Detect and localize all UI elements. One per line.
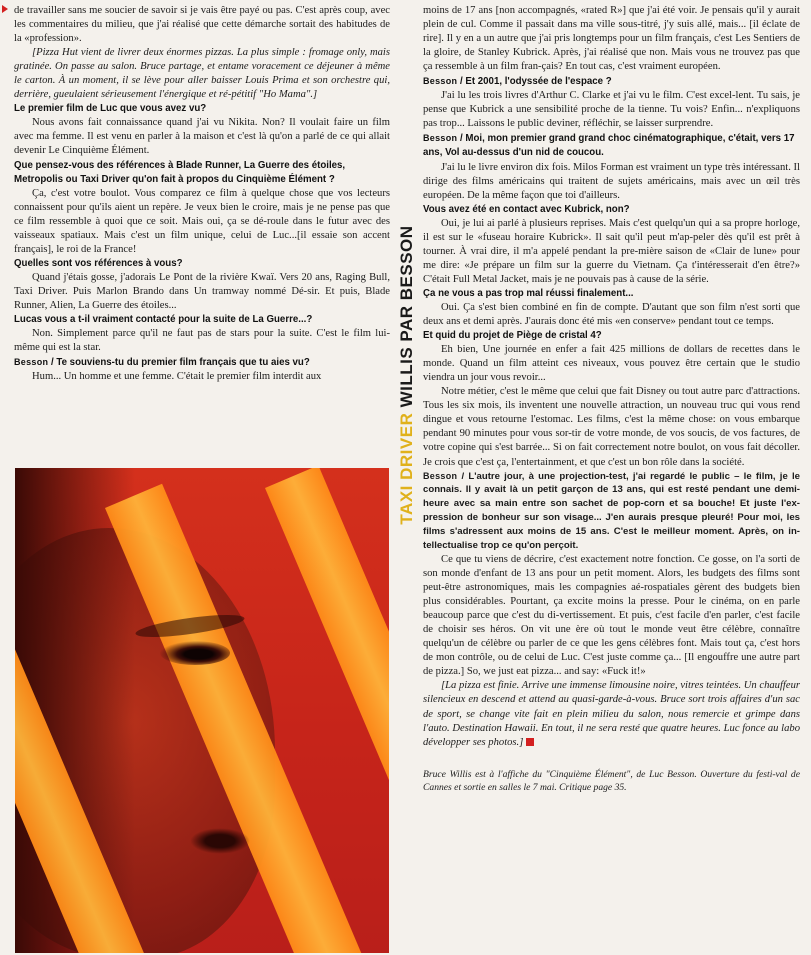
statement-text: / L'autre jour, à une projection-test, j'ai regardé le public – le film, je le connais. Il y avait là un petit garçon de 13 ans, qui est resté pendant une demi-heure avec sa main entre son sachet de pop-corn et sa bouche! Et juste l'ex-pression de bonheur sur son visage... J'en aurais presque pleuré! Pour moi, les films s'adressent aux moins de 15 ans. C'est le meilleur moment. Après, on in-tellectualise trop ce qu'on perçoit. (423, 470, 800, 552)
question-text: / Moi, mon premier grand grand choc cinématographique, c'était, vers 17 ans, Vol au-dessus d'un nid de coucou. (423, 133, 795, 159)
paragraph: Notre métier, c'est le même que celui que fait Disney ou tout autre parc d'attractions. Tous les six mois, ils inventent une nouvelle attraction, un nouveau truc qui vous rend dingue et vous retourne l'estomac. Les films, c'est la même chose: on vous embarque pendant 90 minutes pour vous sor-tir de votre monde, de vos soucis, de vos factures, de votre copine qui s'est barrée... Si on fait correctement notre boulot, on vous fait décoller. Je crois que c'est ça, l'entertainment, et que c'est un bon rôle dans la société. (423, 386, 800, 468)
paragraph: Ça, c'est votre boulot. Vous comparez ce film à quelque chose que vos lecteurs connaissent pour qu'ils aient un repère. Je veux bien le croire, mais je ne pense pas que ce film ressemble à quoi que ce soit. Mais oui, ça se dé-roule dans le futur avec des vaisseaux spatiaux. Mais c'est un film unique, celui de Luc...[il essaie son accent français], le roi de la France! (14, 187, 390, 255)
paragraph: de travailler sans me soucier de savoir si je vais être payé ou pas. C'est après coup, avec les commentaires du milieu, que j'ai réalisé que cette démarche sortait des habitudes de la «profession». (14, 5, 390, 45)
question (423, 131, 800, 160)
section-title-part-b: WILLIS PAR BESSON (397, 225, 416, 408)
paragraph: J'ai lu les trois livres d'Arthur C. Clarke et j'ai vu le film. C'est excel-lent. Tu sais, je pense que Kubrick a une sensibilité proche de la tienne. Tu vois? Enfin... n'expliquons pas trop... Laissons le public deviner, réfléchir, se laisser surprendre. (423, 90, 800, 130)
section-title (397, 225, 417, 524)
question-text: / Te souviens-tu du premier film français que tu aies vu? (51, 357, 310, 369)
section-sidebar (394, 190, 420, 560)
right-column (423, 4, 800, 794)
aside-text: [La pizza est finie. Arrive une immense limousine noire, vitres teintées. Un chauffeur silencieux en descend et attend au quasi-garde-à-vous. Bruce sort trois affaires d'un sac de sport, se change vite fait en plein milieu du salon, nous remercie et grimpe dans l'auto. Destination Hawaii. En tout, il ne sera resté que quatre heures. Luc fonce au labo développer ses photos.] (423, 680, 800, 748)
paragraph: moins de 17 ans [non accompagnés, «rated R»] que j'ai été voir. Je pensais qu'il y aurait plein de cul. Comme il passait dans ma ville sous-titré, j'y suis allé, mais... [il éclate de rire]. Il y en a un autre que j'ai pris longtemps pour un film français, c'est Les Sentiers de la gloire, de Stanley Kubrick. Après, j'ai réalisé que non. Mais vous ne trouvez pas que ça ressemble à un film fran-çais? En tout cas, c'est vraiment européen. (423, 5, 800, 73)
paragraph: Oui. Ça s'est bien combiné en fin de compte. D'autant que son film n'est sorti que deux ans et demi après. J'aurais donc été mis «en conserve» pendant tout ce temps. (423, 301, 800, 328)
speaker-label: Besson (14, 357, 49, 368)
paragraph: Eh bien, Une journée en enfer a fait 425 millions de dollars de recettes dans le monde. Quand un film atteint ces niveaux, vous pouvez être certain que le studio viendra un jour vous revoir... (423, 344, 800, 384)
paragraph: Non. Simplement parce qu'il ne faut pas de stars pour la suite. C'est le film lui-même qui est la star. (14, 328, 390, 354)
left-column (14, 4, 390, 384)
speaker-label: Besson (423, 470, 458, 481)
question: Quelles sont vos références à vous? (14, 257, 183, 269)
speaker-label: Besson (423, 76, 458, 87)
question (14, 355, 390, 370)
question: Vous avez été en contact avec Kubrick, non? (423, 203, 630, 215)
italic-aside: [Pizza Hut vient de livrer deux énormes pizzas. La plus simple : fromage only, mais gratinée. On passe au salon. Bruce partage, et entame voracement ce déjeuner à même le carton. À un moment, il se lève pour aller baisser Louis Prima et son orchestre qui, derrière, gueulaient sérieusement l'énergique et ré-pétitif "Ho Mama".] (14, 47, 390, 101)
paragraph: Hum... Un homme et une femme. C'était le premier film interdit aux (32, 371, 322, 383)
end-mark-icon (526, 738, 534, 746)
eye-shape (160, 641, 230, 665)
photo-caption: Bruce Willis est à l'affiche du "Cinquième Élément", de Luc Besson. Ouverture du festi-val de Cannes et sortie en salles le 7 mai. Critique page 35. (423, 768, 800, 793)
question: Lucas vous a t-il vraiment contacté pour la suite de La Guerre...? (14, 314, 313, 326)
paragraph: Quand j'étais gosse, j'adorais Le Pont de la rivière Kwaï. Vers 20 ans, Raging Bull, Taxi Driver. Puis Marlon Brando dans Un tramway nommé Dé-sir. Et puis, Blade Runner, Alien, La Guerre des étoiles... (14, 271, 390, 311)
question-text: / Et 2001, l'odyssée de l'espace ? (460, 76, 612, 88)
portrait-photo (15, 468, 389, 953)
speaker-label: Besson (423, 133, 458, 144)
question: Que pensez-vous des références à Blade Runner, La Guerre des étoiles, Metropolis ou Taxi Driver qu'on fait à propos du Cinquième Élément ? (14, 159, 346, 185)
question: Ça ne vous a pas trop mal réussi finalement... (423, 287, 634, 299)
bullet-arrow-icon (2, 5, 8, 13)
paragraph: J'ai lu le livre environ dix fois. Milos Forman est vraiment un type très intéressant. Il dirige des films américains qui traitent de sujets américains, mais avec un œil très européen. De la même façon que toi d'ailleurs. (423, 161, 800, 201)
section-title-part-a: TAXI DRIVER (397, 412, 416, 525)
question: Le premier film de Luc que vous avez vu? (14, 103, 207, 115)
nostril-shape (190, 828, 250, 854)
question (423, 74, 800, 89)
question: Et quid du projet de Piège de cristal 4? (423, 330, 602, 342)
paragraph: Oui, je lui ai parlé à plusieurs reprises. Mais c'est quelqu'un qui a sa propre horloge, il est sur le «fuseau horaire Kubrick». Il sait qu'il peut m'ap-peler dès qu'il est prêt à tourner. À vrai dire, il m'a appelé pendant la pre-mière saison de «Clair de lune» pour me dire: «Je prépare un film sur la guerre du Vietnam. Ça t'intéresserait d'en être?» C'était Full Metal Jacket, mais je ne pouvais pas à cause de la série. (423, 217, 800, 285)
italic-aside (423, 679, 800, 749)
besson-statement (423, 470, 800, 553)
paragraph: Ce que tu viens de décrire, c'est exactement notre fonction. Ce gosse, on l'a sorti de son monde d'enfant de 13 ans pour un petit moment. Alors, les budgets des films sont peut-être astronomiques, mais les compagnies aé-rospatiales gèrent des budgets bien plus considérables. Pourtant, ça excite moins la presse. Pour le cinéma, on en parle beaucoup parce que c'est du di-vertissement. Et puis, c'est facile d'en parler, c'est facile de choisir ses héros. On vit une ère où tout le monde veut être célèbre, connaître quelqu'un de célèbre ou parler de ce que les gens célèbres font. Mais tout ça, c'est hors de mon contrôle, ou de celui de Luc. C'est juste comme ça... [Il engouffre une autre part de pizza.] So, we just eat pizza... and say: «Fuck it!» (423, 553, 800, 678)
paragraph: Nous avons fait connaissance quand j'ai vu Nikita. Non? Il voulait faire un film avec ma femme. Il est venu en parler à la maison et c'est là qu'on a parlé de ce qui allait devenir Le Cinquième Élément. (14, 117, 390, 157)
